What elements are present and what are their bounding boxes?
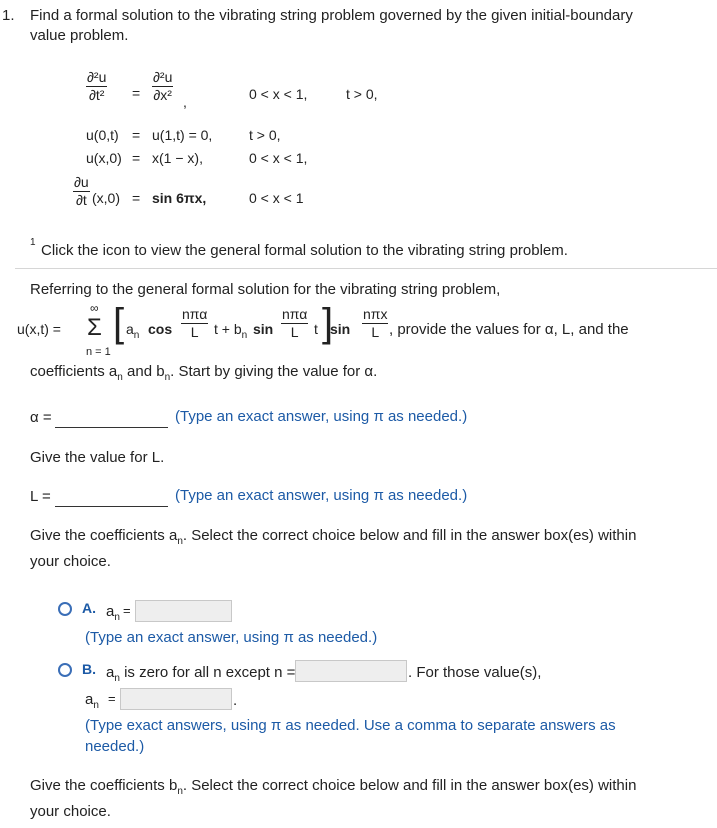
an-prompt-b: . Select the correct choice below and fill in the answer box(es) within: [182, 527, 637, 544]
general-line2-an-sub: n: [117, 372, 123, 383]
ic2-lhs-rest: (x,0): [92, 190, 120, 206]
choice-b-after: . For those value(s),: [408, 664, 542, 681]
general-sin: sin: [253, 321, 274, 337]
general-sin2: sin: [330, 321, 351, 337]
general-t-end: t: [314, 321, 318, 337]
general-an: [126, 321, 140, 341]
pde-lhs-fraction: [86, 70, 107, 102]
choice-b-equals2: =: [108, 691, 116, 706]
choice-b-an-box[interactable]: [120, 688, 232, 710]
general-t-plus-b: [214, 321, 248, 341]
general-t-plus: t + b: [214, 321, 242, 337]
alpha-hint: (Type an exact answer, using π as needed.): [175, 408, 468, 425]
pde-lhs-num: ∂²u: [87, 69, 107, 85]
an-prompt: [30, 527, 637, 547]
ic2-equals: =: [132, 190, 141, 206]
ic1-equals: =: [132, 150, 141, 166]
footnote-marker[interactable]: 1: [30, 237, 36, 248]
general-sin-frac-num: nπα: [282, 306, 308, 322]
choice-a-label-a: a: [106, 603, 115, 620]
choice-b-label-b: is zero for all n except n =: [119, 664, 296, 681]
bn-prompt-b: . Select the correct choice below and fill in the answer box(es) within: [182, 777, 637, 794]
L-prompt: Give the value for L.: [30, 449, 165, 466]
ic2-fraction: [73, 175, 90, 207]
choice-b-n-values-box[interactable]: [295, 660, 407, 682]
choice-a-answer-box[interactable]: [135, 600, 232, 622]
alpha-label: α =: [30, 409, 52, 426]
ic2-condition: 0 < x < 1: [249, 190, 304, 206]
sum-symbol: Σ: [87, 314, 102, 341]
choice-a-label: [106, 603, 120, 623]
pde-rhs-num: ∂²u: [153, 69, 173, 85]
general-line2-b: and b: [122, 363, 165, 380]
sum-lower-limit: n = 1: [86, 346, 111, 358]
L-answer-input[interactable]: [55, 506, 168, 507]
general-intro: Referring to the general formal solution for the vibrating string problem,: [30, 281, 501, 298]
choice-b-label-sub: n: [114, 673, 120, 684]
L-hint: (Type an exact answer, using π as needed.): [175, 487, 468, 504]
choice-b-hint-line1: (Type exact answers, using π as needed. Use a comma to separate answers as: [85, 717, 616, 734]
alpha-answer-input[interactable]: [55, 427, 168, 428]
pde-condition-x: 0 < x < 1,: [249, 86, 308, 102]
an-prompt-sub: n: [177, 536, 183, 547]
general-sin2-fraction: [362, 307, 388, 339]
pde-rhs-den: ∂x²: [153, 87, 172, 103]
bn-prompt-sub: n: [177, 786, 183, 797]
pde-condition-t: t > 0,: [346, 86, 378, 102]
choice-a-radio[interactable]: [58, 602, 72, 616]
bn-prompt-a: Give the coefficients b: [30, 777, 178, 794]
general-cos-frac-num: nπα: [182, 306, 208, 322]
bc-condition: t > 0,: [249, 127, 281, 143]
ic2-rhs: sin 6πx,: [152, 190, 207, 206]
ic1-rhs: x(1 − x),: [152, 150, 203, 166]
choice-a-label-sub: n: [114, 612, 120, 623]
choice-a-letter: A.: [82, 600, 96, 616]
general-an-a: a: [126, 321, 134, 337]
ic2-num: ∂u: [74, 174, 89, 190]
choice-b-label: [106, 664, 296, 684]
bc-equals: =: [132, 127, 141, 143]
choice-a-hint: (Type an exact answer, using π as needed.): [85, 629, 378, 646]
ic1-condition: 0 < x < 1,: [249, 150, 308, 166]
choice-b-label-a: a: [106, 664, 115, 681]
choice-b-label2-sub: n: [93, 700, 99, 711]
problem-text-line1: Find a formal solution to the vibrating string problem governed by the given initial-boundary: [30, 7, 633, 24]
general-provide: , provide the values for α, L, and the: [389, 321, 629, 338]
an-prompt-a: Give the coefficients a: [30, 527, 178, 544]
left-bracket: [: [113, 301, 125, 345]
section-divider: [15, 268, 717, 269]
general-cos: cos: [148, 321, 173, 337]
problem-number: 1.: [2, 7, 15, 24]
general-line2-a: coefficients a: [30, 363, 118, 380]
pde-equals: =: [132, 85, 141, 101]
choice-b-period: .: [233, 692, 238, 709]
general-sin-fraction: [281, 307, 308, 339]
pde-rhs-fraction: [152, 70, 173, 102]
ic1-lhs: u(x,0): [86, 150, 122, 166]
general-sin2-frac-num: nπx: [363, 306, 388, 322]
choice-b-label2-a: a: [85, 691, 94, 708]
choice-a-equals: =: [123, 603, 131, 618]
an-prompt-line2: your choice.: [30, 553, 111, 570]
general-bn-sub: n: [241, 329, 248, 341]
right-bracket: ]: [322, 301, 334, 345]
pde-lhs-den: ∂t²: [88, 87, 105, 103]
ic2-den: ∂t: [75, 192, 87, 208]
general-cos-fraction: [181, 307, 208, 339]
choice-b-letter: B.: [82, 661, 96, 677]
general-sin2-frac-den: L: [371, 324, 380, 340]
general-sin-frac-den: L: [290, 324, 299, 340]
general-u-lhs: u(x,t) =: [17, 321, 61, 337]
general-cos-frac-den: L: [190, 324, 199, 340]
bc-rhs: u(1,t) = 0,: [152, 127, 213, 143]
bn-prompt-line2: your choice.: [30, 803, 111, 820]
choice-b-label2: [85, 691, 99, 711]
general-an-sub: n: [133, 329, 140, 341]
general-line2-c: . Start by giving the value for α.: [170, 363, 378, 380]
L-label: L =: [30, 488, 51, 505]
footnote-text: Click the icon to view the general formal solution to the vibrating string problem.: [41, 242, 568, 259]
choice-b-radio[interactable]: [58, 663, 72, 677]
pde-comma: ,: [183, 94, 187, 110]
choice-b-hint-line2: needed.): [85, 738, 145, 755]
problem-text-line2: value problem.: [30, 27, 129, 44]
general-line2: [30, 363, 378, 383]
bc-lhs: u(0,t): [86, 127, 119, 143]
sum-upper-limit: ∞: [90, 301, 99, 315]
bn-prompt: [30, 777, 637, 797]
general-line2-bn-sub: n: [164, 372, 171, 383]
